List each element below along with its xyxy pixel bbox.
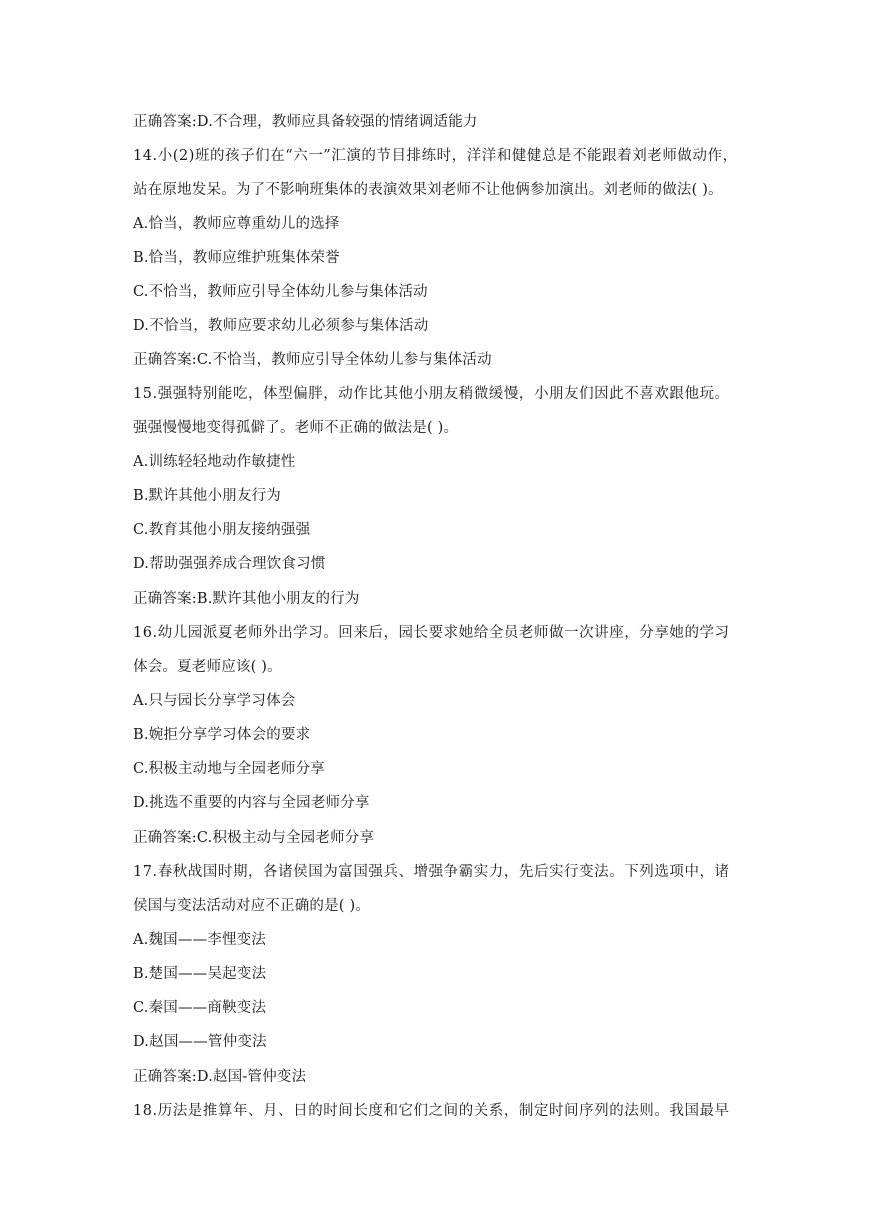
question-15-option-c: C.教育其他小朋友接纳强强 bbox=[133, 522, 311, 538]
question-14-line-2: 站在原地发呆。为了不影响班集体的表演效果刘老师不让他俩参加演出。刘老师的做法( )。 bbox=[133, 182, 723, 198]
question-15-option-a: A.训练轻轻地动作敏捷性 bbox=[133, 454, 296, 470]
question-17-line-2: 侯国与变法活动对应不正确的是( )。 bbox=[133, 898, 371, 914]
question-18-line-1: 18.历法是推算年、月、日的时间长度和它们之间的关系，制定时间序列的法则。我国最早 bbox=[133, 1103, 730, 1119]
question-17-option-b: B.楚国——吴起变法 bbox=[133, 966, 267, 982]
question-14-option-a: A.恰当，教师应尊重幼儿的选择 bbox=[133, 216, 340, 232]
question-16-option-d: D.挑选不重要的内容与全园老师分享 bbox=[133, 795, 370, 811]
question-15-option-d: D.帮助强强养成合理饮食习惯 bbox=[133, 556, 326, 572]
question-17-option-d: D.赵国——管仲变法 bbox=[133, 1034, 267, 1050]
question-17-option-c: C.秦国——商鞅变法 bbox=[133, 1000, 267, 1016]
answer-13: 正确答案:D.不合理，教师应具备较强的情绪调适能力 bbox=[133, 114, 478, 130]
answer-17: 正确答案:D.赵国-管仲变法 bbox=[133, 1069, 307, 1085]
answer-15: 正确答案:B.默许其他小朋友的行为 bbox=[133, 591, 360, 607]
question-17-option-a: A.魏国——李悝变法 bbox=[133, 932, 267, 948]
question-15-option-b: B.默许其他小朋友行为 bbox=[133, 488, 281, 504]
question-16-option-a: A.只与园长分享学习体会 bbox=[133, 693, 296, 709]
question-15-line-2: 强强慢慢地变得孤僻了。老师不正确的做法是( )。 bbox=[133, 420, 459, 436]
question-14-option-c: C.不恰当，教师应引导全体幼儿参与集体活动 bbox=[133, 284, 428, 300]
question-14-line-1: 14.小(2)班的孩子们在“六一”汇演的节目排练时，洋洋和健健总是不能跟着刘老师做动作， bbox=[133, 148, 738, 164]
question-14-option-d: D.不恰当，教师应要求幼儿必须参与集体活动 bbox=[133, 318, 429, 334]
question-14-option-b: B.恰当，教师应维护班集体荣誉 bbox=[133, 250, 340, 266]
answer-14: 正确答案:C.不恰当，教师应引导全体幼儿参与集体活动 bbox=[133, 352, 492, 368]
question-17-line-1: 17.春秋战国时期，各诸侯国为富国强兵、增强争霸实力，先后实行变法。下列选项中，诸 bbox=[133, 864, 730, 880]
question-16-option-c: C.积极主动地与全园老师分享 bbox=[133, 761, 325, 777]
answer-16: 正确答案:C.积极主动与全园老师分享 bbox=[133, 830, 375, 846]
question-15-line-1: 15.强强特别能吃，体型偏胖，动作比其他小朋友稍微缓慢，小朋友们因此不喜欢跟他玩。 bbox=[133, 386, 730, 402]
question-16-line-2: 体会。夏老师应该( )。 bbox=[133, 659, 282, 675]
question-16-option-b: B.婉拒分享学习体会的要求 bbox=[133, 727, 311, 743]
question-16-line-1: 16.幼儿园派夏老师外出学习。回来后，园长要求她给全员老师做一次讲座，分享她的学习 bbox=[133, 625, 730, 641]
